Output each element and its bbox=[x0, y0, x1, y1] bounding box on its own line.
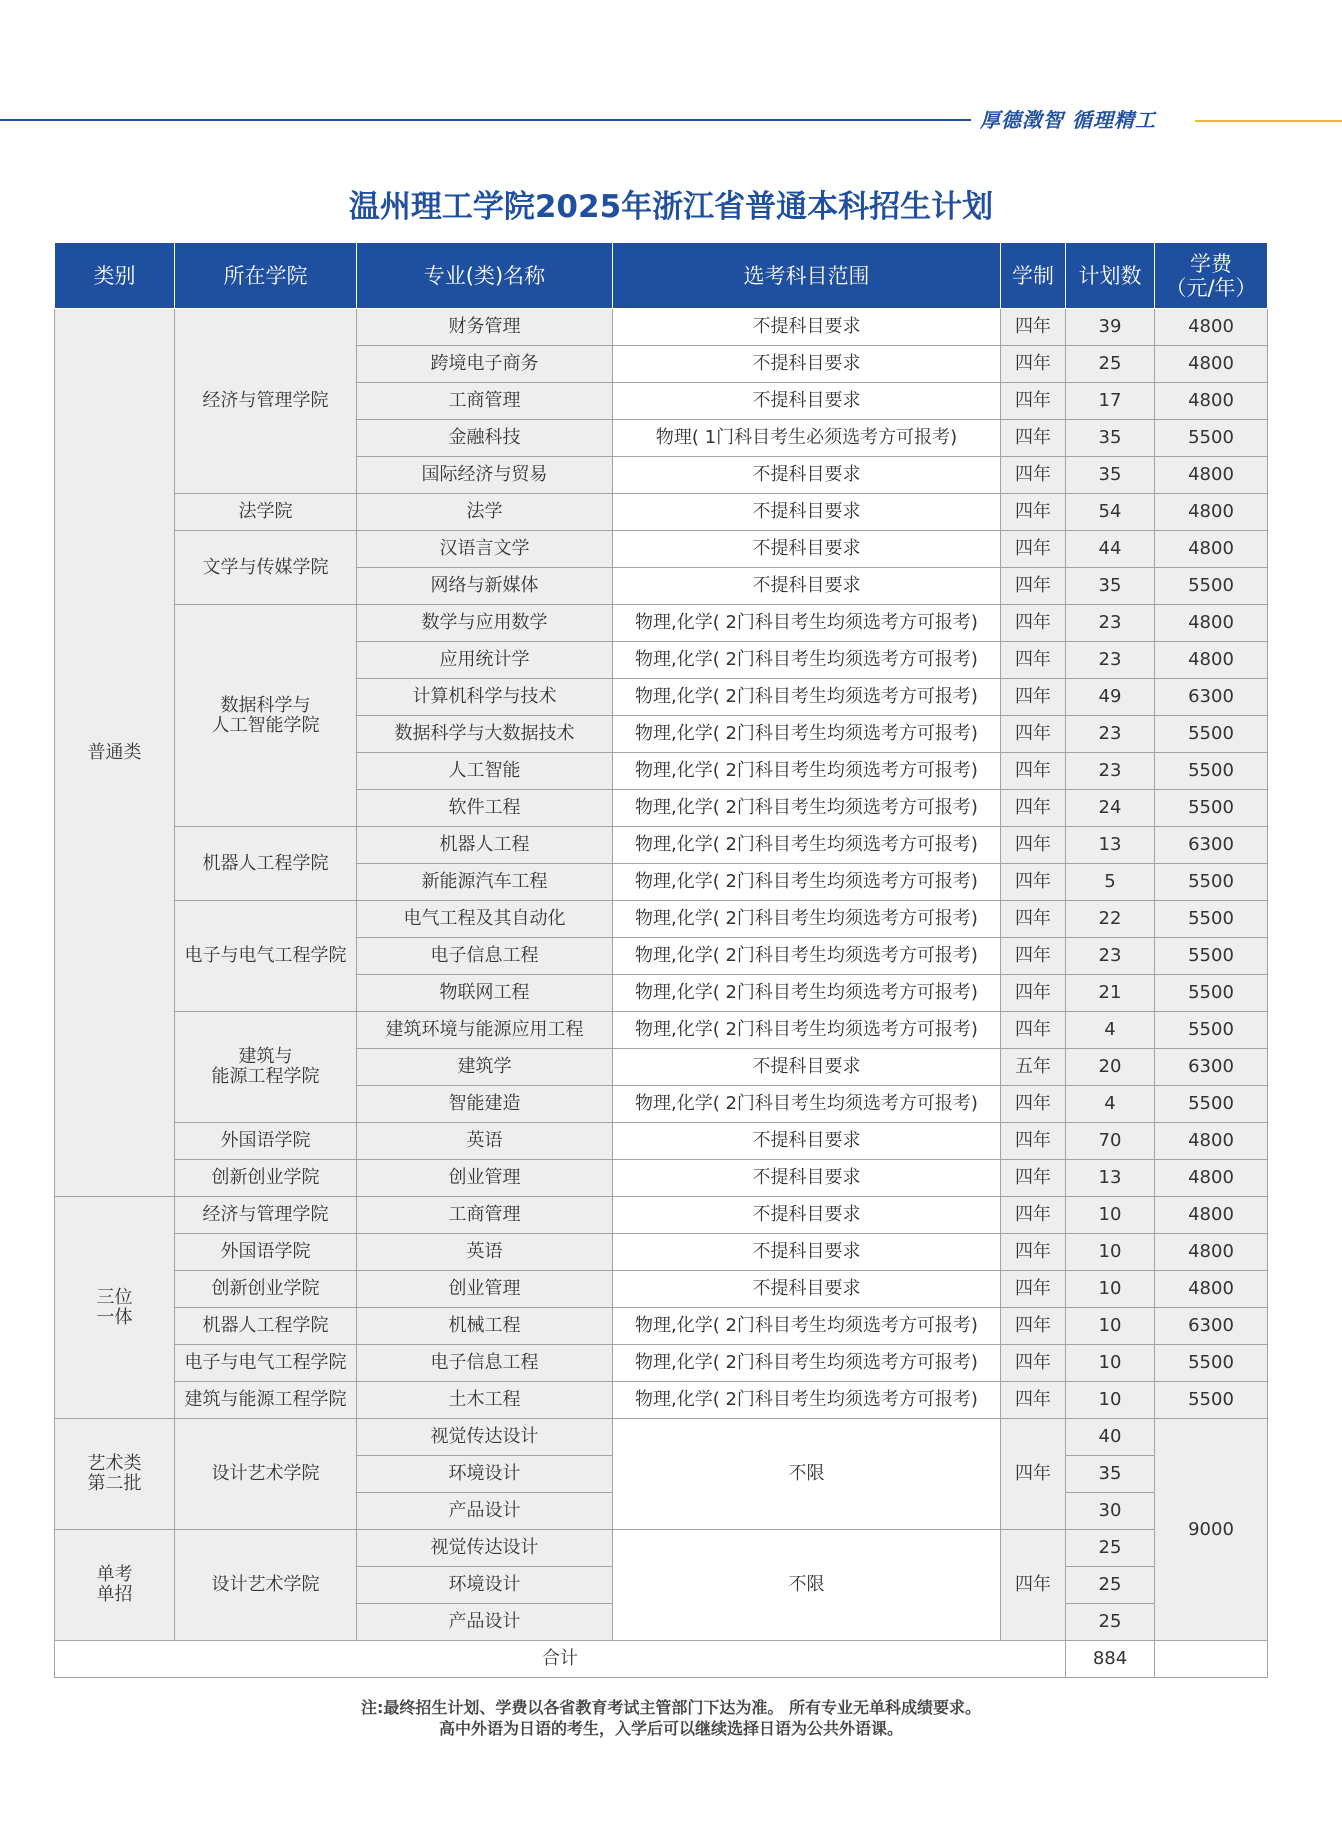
subjects-cell: 不提科目要求 bbox=[613, 494, 1001, 531]
major-cell: 计算机科学与技术 bbox=[357, 679, 613, 716]
table-header bbox=[55, 243, 1268, 309]
subjects-cell: 物理,化学( 2门科目考生均须选考方可报考) bbox=[613, 901, 1001, 938]
header-fee-label: 学费 bbox=[1190, 251, 1232, 276]
major-cell: 电气工程及其自动化 bbox=[357, 901, 613, 938]
college-cell: 外国语学院 bbox=[175, 1123, 357, 1160]
header-duration: 学制 bbox=[1001, 243, 1066, 309]
major-cell: 金融科技 bbox=[357, 420, 613, 457]
subjects-cell: 不提科目要求 bbox=[613, 457, 1001, 494]
plan-cell: 13 bbox=[1066, 827, 1155, 864]
header-plan: 计划数 bbox=[1066, 243, 1155, 309]
subjects-cell: 物理,化学( 2门科目考生均须选考方可报考) bbox=[613, 1382, 1001, 1419]
subjects-cell: 不提科目要求 bbox=[613, 1049, 1001, 1086]
fee-cell: 6300 bbox=[1155, 679, 1268, 716]
duration-cell: 四年 bbox=[1001, 753, 1066, 790]
plan-cell: 25 bbox=[1066, 1530, 1155, 1567]
college-cell: 设计艺术学院 bbox=[175, 1530, 357, 1641]
college-cell: 建筑与能源工程学院 bbox=[175, 1382, 357, 1419]
subjects-cell: 不提科目要求 bbox=[613, 1197, 1001, 1234]
duration-cell: 四年 bbox=[1001, 716, 1066, 753]
header-blue-rule bbox=[0, 119, 971, 121]
duration-cell: 四年 bbox=[1001, 1271, 1066, 1308]
duration-cell: 四年 bbox=[1001, 864, 1066, 901]
subjects-cell: 不提科目要求 bbox=[613, 1271, 1001, 1308]
duration-cell: 四年 bbox=[1001, 1123, 1066, 1160]
duration-cell: 四年 bbox=[1001, 383, 1066, 420]
college-cell: 数据科学与 人工智能学院 bbox=[175, 605, 357, 827]
fee-cell: 5500 bbox=[1155, 938, 1268, 975]
fee-cell: 5500 bbox=[1155, 420, 1268, 457]
subjects-cell: 物理,化学( 2门科目考生均须选考方可报考) bbox=[613, 605, 1001, 642]
major-cell: 创业管理 bbox=[357, 1271, 613, 1308]
subjects-cell: 物理,化学( 2门科目考生均须选考方可报考) bbox=[613, 790, 1001, 827]
duration-cell: 四年 bbox=[1001, 346, 1066, 383]
fee-cell: 5500 bbox=[1155, 568, 1268, 605]
plan-cell: 70 bbox=[1066, 1123, 1155, 1160]
fee-cell: 5500 bbox=[1155, 901, 1268, 938]
major-cell: 创业管理 bbox=[357, 1160, 613, 1197]
header-row bbox=[55, 243, 1268, 309]
fee-cell: 4800 bbox=[1155, 457, 1268, 494]
duration-cell: 四年 bbox=[1001, 1308, 1066, 1345]
college-cell: 电子与电气工程学院 bbox=[175, 901, 357, 1012]
plan-cell: 44 bbox=[1066, 531, 1155, 568]
subjects-cell: 物理,化学( 2门科目考生均须选考方可报考) bbox=[613, 642, 1001, 679]
plan-cell: 35 bbox=[1066, 457, 1155, 494]
plan-cell: 39 bbox=[1066, 309, 1155, 346]
major-cell: 电子信息工程 bbox=[357, 938, 613, 975]
plan-cell: 23 bbox=[1066, 753, 1155, 790]
duration-cell: 四年 bbox=[1001, 1012, 1066, 1049]
major-cell: 英语 bbox=[357, 1234, 613, 1271]
subjects-cell: 物理,化学( 2门科目考生均须选考方可报考) bbox=[613, 1012, 1001, 1049]
subjects-cell: 不提科目要求 bbox=[613, 309, 1001, 346]
table-row bbox=[55, 309, 1268, 346]
college-cell: 创新创业学院 bbox=[175, 1271, 357, 1308]
duration-cell: 四年 bbox=[1001, 1530, 1066, 1641]
plan-cell: 23 bbox=[1066, 938, 1155, 975]
duration-cell: 四年 bbox=[1001, 938, 1066, 975]
plan-cell: 25 bbox=[1066, 346, 1155, 383]
college-cell: 文学与传媒学院 bbox=[175, 531, 357, 605]
page-title: 温州理工学院2025年浙江省普通本科招生计划 bbox=[348, 189, 994, 225]
plan-cell: 10 bbox=[1066, 1308, 1155, 1345]
category-cell: 普通类 bbox=[55, 309, 175, 1197]
plan-cell: 10 bbox=[1066, 1271, 1155, 1308]
plan-cell: 10 bbox=[1066, 1234, 1155, 1271]
total-row bbox=[55, 1641, 1268, 1678]
plan-cell: 25 bbox=[1066, 1604, 1155, 1641]
fee-cell: 5500 bbox=[1155, 753, 1268, 790]
table-footer bbox=[55, 1641, 1268, 1678]
major-cell: 法学 bbox=[357, 494, 613, 531]
table-body bbox=[55, 309, 1268, 1641]
duration-cell: 四年 bbox=[1001, 1419, 1066, 1530]
plan-cell: 10 bbox=[1066, 1345, 1155, 1382]
fee-cell: 4800 bbox=[1155, 642, 1268, 679]
header-subjects: 选考科目范围 bbox=[613, 243, 1001, 309]
college-cell: 法学院 bbox=[175, 494, 357, 531]
subjects-cell: 不提科目要求 bbox=[613, 1160, 1001, 1197]
footnote-line: 注:最终招生计划、学费以各省教育考试主管部门下达为准。 所有专业无单科成绩要求。 bbox=[361, 1698, 981, 1717]
major-cell: 电子信息工程 bbox=[357, 1345, 613, 1382]
duration-cell: 四年 bbox=[1001, 975, 1066, 1012]
duration-cell: 四年 bbox=[1001, 1382, 1066, 1419]
duration-cell: 四年 bbox=[1001, 494, 1066, 531]
college-cell: 外国语学院 bbox=[175, 1234, 357, 1271]
duration-cell: 四年 bbox=[1001, 1234, 1066, 1271]
table-row bbox=[55, 531, 1268, 568]
college-cell: 建筑与 能源工程学院 bbox=[175, 1012, 357, 1123]
fee-cell: 5500 bbox=[1155, 716, 1268, 753]
header-category: 类别 bbox=[55, 243, 175, 309]
subjects-cell: 物理( 1门科目考生必须选考方可报考) bbox=[613, 420, 1001, 457]
major-cell: 环境设计 bbox=[357, 1567, 613, 1604]
plan-cell: 17 bbox=[1066, 383, 1155, 420]
category-cell: 单考 单招 bbox=[55, 1530, 175, 1641]
fee-cell: 6300 bbox=[1155, 1049, 1268, 1086]
plan-cell: 21 bbox=[1066, 975, 1155, 1012]
table-row bbox=[55, 605, 1268, 642]
duration-cell: 四年 bbox=[1001, 1086, 1066, 1123]
subjects-cell: 物理,化学( 2门科目考生均须选考方可报考) bbox=[613, 864, 1001, 901]
fee-cell: 5500 bbox=[1155, 1086, 1268, 1123]
fee-cell: 5500 bbox=[1155, 864, 1268, 901]
major-cell: 工商管理 bbox=[357, 1197, 613, 1234]
footnotes bbox=[0, 1697, 1342, 1739]
fee-cell: 5500 bbox=[1155, 1345, 1268, 1382]
header-fee-unit: （元/年） bbox=[1165, 275, 1257, 300]
plan-cell: 10 bbox=[1066, 1382, 1155, 1419]
fee-cell: 4800 bbox=[1155, 1123, 1268, 1160]
plan-cell: 30 bbox=[1066, 1493, 1155, 1530]
fee-cell: 6300 bbox=[1155, 1308, 1268, 1345]
college-cell: 经济与管理学院 bbox=[175, 1197, 357, 1234]
table-row bbox=[55, 1345, 1268, 1382]
college-cell: 机器人工程学院 bbox=[175, 1308, 357, 1345]
duration-cell: 四年 bbox=[1001, 605, 1066, 642]
duration-cell: 四年 bbox=[1001, 679, 1066, 716]
table-row bbox=[55, 1530, 1268, 1567]
major-cell: 新能源汽车工程 bbox=[357, 864, 613, 901]
major-cell: 财务管理 bbox=[357, 309, 613, 346]
fee-cell: 5500 bbox=[1155, 975, 1268, 1012]
duration-cell: 四年 bbox=[1001, 901, 1066, 938]
total-label: 合计 bbox=[55, 1641, 1066, 1678]
major-cell: 建筑学 bbox=[357, 1049, 613, 1086]
fee-cell: 9000 bbox=[1155, 1419, 1268, 1641]
subjects-cell: 物理,化学( 2门科目考生均须选考方可报考) bbox=[613, 1345, 1001, 1382]
fee-cell: 4800 bbox=[1155, 531, 1268, 568]
plan-cell: 10 bbox=[1066, 1197, 1155, 1234]
major-cell: 跨境电子商务 bbox=[357, 346, 613, 383]
college-cell: 设计艺术学院 bbox=[175, 1419, 357, 1530]
category-cell: 三位 一体 bbox=[55, 1197, 175, 1419]
duration-cell: 四年 bbox=[1001, 309, 1066, 346]
subjects-cell: 物理,化学( 2门科目考生均须选考方可报考) bbox=[613, 1308, 1001, 1345]
header-college: 所在学院 bbox=[175, 243, 357, 309]
table-row bbox=[55, 1308, 1268, 1345]
major-cell: 国际经济与贸易 bbox=[357, 457, 613, 494]
table-row bbox=[55, 1123, 1268, 1160]
major-cell: 土木工程 bbox=[357, 1382, 613, 1419]
major-cell: 数据科学与大数据技术 bbox=[357, 716, 613, 753]
major-cell: 汉语言文学 bbox=[357, 531, 613, 568]
college-cell: 创新创业学院 bbox=[175, 1160, 357, 1197]
subjects-cell: 不提科目要求 bbox=[613, 568, 1001, 605]
major-cell: 视觉传达设计 bbox=[357, 1530, 613, 1567]
total-fee bbox=[1155, 1641, 1268, 1678]
major-cell: 数学与应用数学 bbox=[357, 605, 613, 642]
duration-cell: 五年 bbox=[1001, 1049, 1066, 1086]
fee-cell: 4800 bbox=[1155, 309, 1268, 346]
total-plan: 884 bbox=[1066, 1641, 1155, 1678]
plan-cell: 25 bbox=[1066, 1567, 1155, 1604]
duration-cell: 四年 bbox=[1001, 531, 1066, 568]
fee-cell: 4800 bbox=[1155, 346, 1268, 383]
duration-cell: 四年 bbox=[1001, 1345, 1066, 1382]
table-row bbox=[55, 1419, 1268, 1456]
header-fee bbox=[1155, 243, 1268, 309]
subjects-cell: 物理,化学( 2门科目考生均须选考方可报考) bbox=[613, 716, 1001, 753]
plan-cell: 54 bbox=[1066, 494, 1155, 531]
duration-cell: 四年 bbox=[1001, 790, 1066, 827]
header-major: 专业(类)名称 bbox=[357, 243, 613, 309]
major-cell: 建筑环境与能源应用工程 bbox=[357, 1012, 613, 1049]
major-cell: 应用统计学 bbox=[357, 642, 613, 679]
table-row bbox=[55, 901, 1268, 938]
fee-cell: 5500 bbox=[1155, 1012, 1268, 1049]
fee-cell: 4800 bbox=[1155, 1160, 1268, 1197]
table-row bbox=[55, 1197, 1268, 1234]
footnote-line: 高中外语为日语的考生，入学后可以继续选择日语为公共外语课。 bbox=[438, 1719, 903, 1738]
subjects-cell: 不限 bbox=[613, 1419, 1001, 1530]
subjects-cell: 物理,化学( 2门科目考生均须选考方可报考) bbox=[613, 753, 1001, 790]
fee-cell: 4800 bbox=[1155, 605, 1268, 642]
subjects-cell: 不提科目要求 bbox=[613, 531, 1001, 568]
major-cell: 产品设计 bbox=[357, 1493, 613, 1530]
header-gold-rule bbox=[1195, 120, 1342, 122]
major-cell: 智能建造 bbox=[357, 1086, 613, 1123]
enrollment-plan-table bbox=[54, 242, 1268, 1678]
college-cell: 电子与电气工程学院 bbox=[175, 1345, 357, 1382]
fee-cell: 4800 bbox=[1155, 1271, 1268, 1308]
subjects-cell: 不提科目要求 bbox=[613, 1234, 1001, 1271]
plan-cell: 23 bbox=[1066, 605, 1155, 642]
plan-cell: 4 bbox=[1066, 1012, 1155, 1049]
major-cell: 网络与新媒体 bbox=[357, 568, 613, 605]
plan-cell: 5 bbox=[1066, 864, 1155, 901]
fee-cell: 4800 bbox=[1155, 1197, 1268, 1234]
fee-cell: 5500 bbox=[1155, 1382, 1268, 1419]
school-motto: 厚德澂智 循理精工 bbox=[980, 108, 1156, 132]
category-cell: 艺术类 第二批 bbox=[55, 1419, 175, 1530]
subjects-cell: 物理,化学( 2门科目考生均须选考方可报考) bbox=[613, 679, 1001, 716]
subjects-cell: 不提科目要求 bbox=[613, 383, 1001, 420]
duration-cell: 四年 bbox=[1001, 457, 1066, 494]
fee-cell: 5500 bbox=[1155, 790, 1268, 827]
table-row bbox=[55, 1234, 1268, 1271]
college-cell: 经济与管理学院 bbox=[175, 309, 357, 494]
plan-cell: 35 bbox=[1066, 568, 1155, 605]
college-cell: 机器人工程学院 bbox=[175, 827, 357, 901]
table-row bbox=[55, 1012, 1268, 1049]
plan-cell: 23 bbox=[1066, 716, 1155, 753]
major-cell: 物联网工程 bbox=[357, 975, 613, 1012]
plan-cell: 4 bbox=[1066, 1086, 1155, 1123]
duration-cell: 四年 bbox=[1001, 1160, 1066, 1197]
table-row bbox=[55, 827, 1268, 864]
plan-cell: 20 bbox=[1066, 1049, 1155, 1086]
plan-cell: 22 bbox=[1066, 901, 1155, 938]
table-row bbox=[55, 1271, 1268, 1308]
subjects-cell: 物理,化学( 2门科目考生均须选考方可报考) bbox=[613, 1086, 1001, 1123]
plan-cell: 13 bbox=[1066, 1160, 1155, 1197]
major-cell: 机械工程 bbox=[357, 1308, 613, 1345]
duration-cell: 四年 bbox=[1001, 1197, 1066, 1234]
major-cell: 软件工程 bbox=[357, 790, 613, 827]
subjects-cell: 物理,化学( 2门科目考生均须选考方可报考) bbox=[613, 827, 1001, 864]
major-cell: 视觉传达设计 bbox=[357, 1419, 613, 1456]
fee-cell: 6300 bbox=[1155, 827, 1268, 864]
plan-cell: 35 bbox=[1066, 1456, 1155, 1493]
major-cell: 机器人工程 bbox=[357, 827, 613, 864]
table-row bbox=[55, 1160, 1268, 1197]
subjects-cell: 不限 bbox=[613, 1530, 1001, 1641]
major-cell: 环境设计 bbox=[357, 1456, 613, 1493]
table-row bbox=[55, 494, 1268, 531]
plan-cell: 40 bbox=[1066, 1419, 1155, 1456]
fee-cell: 4800 bbox=[1155, 1234, 1268, 1271]
fee-cell: 4800 bbox=[1155, 383, 1268, 420]
duration-cell: 四年 bbox=[1001, 568, 1066, 605]
subjects-cell: 不提科目要求 bbox=[613, 346, 1001, 383]
subjects-cell: 物理,化学( 2门科目考生均须选考方可报考) bbox=[613, 938, 1001, 975]
major-cell: 产品设计 bbox=[357, 1604, 613, 1641]
duration-cell: 四年 bbox=[1001, 420, 1066, 457]
plan-cell: 23 bbox=[1066, 642, 1155, 679]
major-cell: 工商管理 bbox=[357, 383, 613, 420]
plan-cell: 49 bbox=[1066, 679, 1155, 716]
duration-cell: 四年 bbox=[1001, 642, 1066, 679]
major-cell: 英语 bbox=[357, 1123, 613, 1160]
table-row bbox=[55, 1382, 1268, 1419]
duration-cell: 四年 bbox=[1001, 827, 1066, 864]
plan-cell: 24 bbox=[1066, 790, 1155, 827]
subjects-cell: 不提科目要求 bbox=[613, 1123, 1001, 1160]
subjects-cell: 物理,化学( 2门科目考生均须选考方可报考) bbox=[613, 975, 1001, 1012]
major-cell: 人工智能 bbox=[357, 753, 613, 790]
plan-cell: 35 bbox=[1066, 420, 1155, 457]
fee-cell: 4800 bbox=[1155, 494, 1268, 531]
